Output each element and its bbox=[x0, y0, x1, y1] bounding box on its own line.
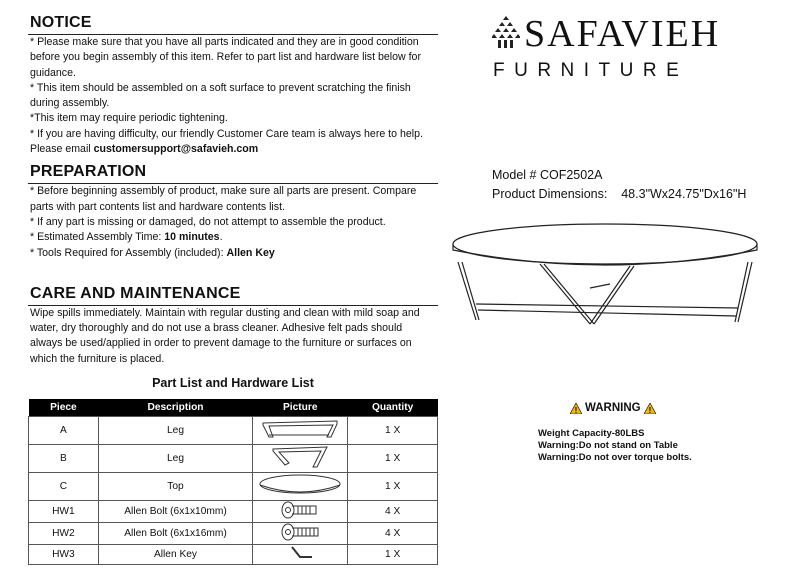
piece-cell: B bbox=[29, 445, 99, 473]
description-cell: Leg bbox=[98, 445, 253, 473]
allen-key-icon bbox=[280, 545, 320, 561]
piece-cell: HW1 bbox=[29, 501, 99, 523]
notice-body bbox=[28, 35, 438, 157]
table-row bbox=[29, 523, 438, 545]
picture-cell bbox=[253, 417, 348, 445]
piece-cell: C bbox=[29, 473, 99, 501]
picture-cell bbox=[253, 445, 348, 473]
prep-time-line bbox=[30, 230, 436, 245]
warning-title: WARNING bbox=[585, 402, 641, 414]
svg-text:!: ! bbox=[574, 405, 578, 414]
preparation-heading: PREPARATION bbox=[28, 159, 438, 184]
warning-line: Warning:Do not stand on Table bbox=[538, 440, 678, 451]
quantity-cell: 1 X bbox=[348, 417, 438, 445]
dims-value: 48.3"Wx24.75"Dx16"H bbox=[621, 187, 747, 201]
notice-line: * If you are having difficulty, our friendly Customer Care team is always here to help. bbox=[30, 127, 423, 140]
time-label: * Estimated Assembly Time: bbox=[30, 231, 165, 244]
brand-name: SAFAVIEH bbox=[524, 13, 721, 55]
description-cell: Top bbox=[98, 473, 253, 501]
picture-cell bbox=[253, 501, 348, 523]
email-prefix: Please email bbox=[30, 143, 94, 156]
prep-line: * Before beginning assembly of product, make sure all parts are present. Compare parts with part contents list and hardware contents list. bbox=[30, 185, 417, 213]
notice-line: * Please make sure that you have all parts indicated and they are in good condition before you begin assembly of this item. Refer to part list and hardware list below for guidance. bbox=[30, 36, 421, 79]
description-cell: Allen Bolt (6x1x10mm) bbox=[98, 501, 253, 523]
product-dimensions bbox=[492, 185, 746, 204]
header-description: Description bbox=[98, 399, 253, 417]
notice-line: *This item may require periodic tightening. bbox=[30, 112, 228, 125]
instructions-column bbox=[28, 10, 438, 367]
piece-cell: HW2 bbox=[29, 523, 99, 545]
description-cell: Leg bbox=[98, 417, 253, 445]
warning-header bbox=[570, 402, 656, 414]
description-cell: Allen Bolt (6x1x16mm) bbox=[98, 523, 253, 545]
model-info bbox=[492, 166, 746, 204]
dims-label: Product Dimensions: bbox=[492, 187, 608, 201]
table-row bbox=[29, 501, 438, 523]
care-body: Wipe spills immediately. Maintain with regular dusting and clean with mild soap and water, dry thoroughly and do not use a brass cleaner. Adhesive felt pads should always be used/applied in order to prevent damage to the furniture or surfaces on which the furniture is placed. bbox=[30, 306, 420, 365]
warning-triangle-icon bbox=[644, 403, 656, 414]
quantity-cell: 4 X bbox=[348, 523, 438, 545]
bolt-icon bbox=[280, 501, 320, 519]
header-quantity: Quantity bbox=[348, 399, 438, 417]
piece-cell: HW3 bbox=[29, 545, 99, 565]
brand-subtitle: FURNITURE bbox=[493, 60, 689, 81]
safavieh-logo-icon bbox=[492, 16, 520, 50]
header-picture: Picture bbox=[253, 399, 348, 417]
table-row bbox=[29, 545, 438, 565]
picture-cell bbox=[253, 473, 348, 501]
prep-line: * If any part is missing or damaged, do not attempt to assemble the product. bbox=[30, 215, 386, 228]
quantity-cell: 1 X bbox=[348, 445, 438, 473]
coffee-table-illustration bbox=[440, 212, 770, 332]
table-row bbox=[29, 473, 438, 501]
prep-tools-line bbox=[30, 246, 436, 261]
quantity-cell: 1 X bbox=[348, 473, 438, 501]
picture-cell bbox=[253, 523, 348, 545]
quantity-cell: 4 X bbox=[348, 501, 438, 523]
time-suffix: . bbox=[219, 231, 223, 244]
piece-cell: A bbox=[29, 417, 99, 445]
tools-label: * Tools Required for Assembly (included): bbox=[30, 246, 227, 259]
notice-line: * This item should be assembled on a soft surface to prevent scratching the finish during assembly. bbox=[30, 81, 411, 110]
leg-a-icon bbox=[257, 417, 343, 441]
weight-capacity: Weight Capacity-80LBS bbox=[538, 428, 645, 439]
picture-cell bbox=[253, 545, 348, 565]
header-piece: Piece bbox=[29, 399, 99, 417]
warning-line: Warning:Do not over torque bolts. bbox=[538, 452, 692, 463]
parts-list-title: Part List and Hardware List bbox=[152, 376, 314, 390]
leg-b-icon bbox=[265, 445, 335, 469]
bolt-icon bbox=[280, 523, 320, 541]
parts-table bbox=[28, 399, 438, 565]
time-value: 10 minutes bbox=[164, 231, 220, 244]
quantity-cell: 1 X bbox=[348, 545, 438, 565]
tools-value: Allen Key bbox=[226, 246, 275, 259]
notice-email-line bbox=[30, 142, 436, 157]
support-email[interactable]: customersupport@safavieh.com bbox=[93, 143, 259, 156]
top-icon bbox=[258, 473, 342, 497]
svg-text:!: ! bbox=[648, 405, 651, 414]
parts-header-row bbox=[29, 399, 438, 417]
notice-heading: NOTICE bbox=[28, 10, 438, 35]
model-number: Model # COF2502A bbox=[492, 168, 603, 182]
table-row bbox=[29, 417, 438, 445]
preparation-body bbox=[28, 184, 438, 260]
table-row bbox=[29, 445, 438, 473]
warning-triangle-icon bbox=[570, 403, 582, 414]
description-cell: Allen Key bbox=[98, 545, 253, 565]
care-heading: CARE AND MAINTENANCE bbox=[28, 281, 438, 306]
